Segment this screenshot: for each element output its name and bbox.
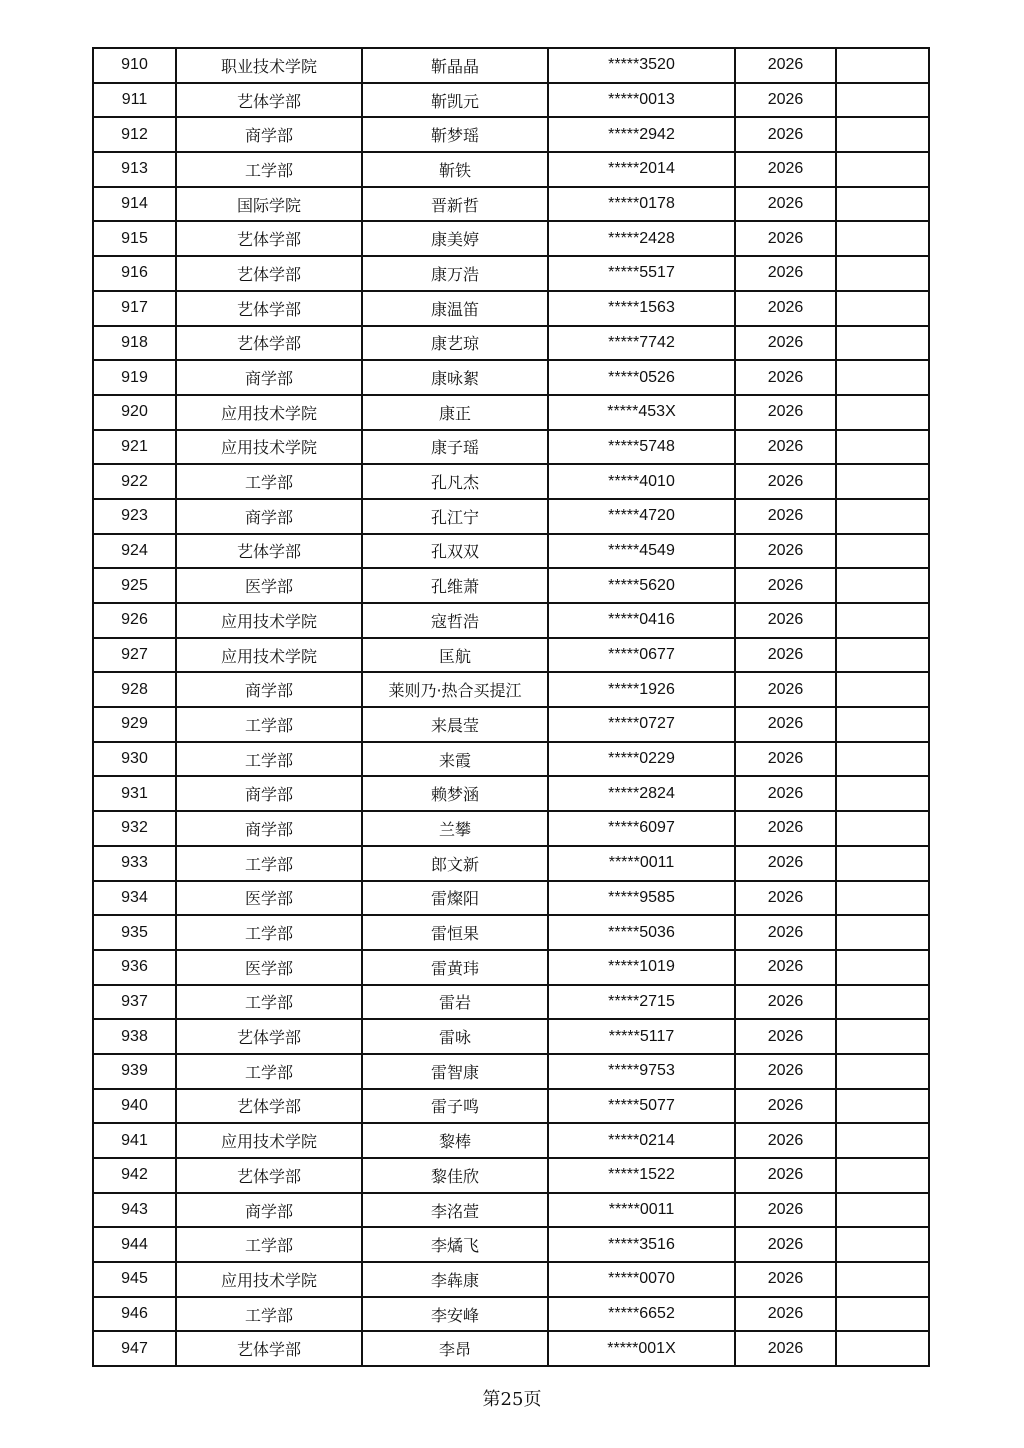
year-cell: 2026 (735, 83, 836, 118)
department-cell: 医学部 (176, 950, 362, 985)
row-number: 922 (93, 464, 176, 499)
department-cell: 应用技术学院 (176, 395, 362, 430)
masked-id-cell: *****0178 (548, 187, 735, 222)
remark-cell (836, 915, 929, 950)
row-number: 937 (93, 985, 176, 1020)
remark-cell (836, 221, 929, 256)
student-name-cell: 康温笛 (362, 291, 548, 326)
row-number: 946 (93, 1297, 176, 1332)
table-row (93, 1054, 929, 1089)
student-name-cell: 康艺琼 (362, 326, 548, 361)
row-number: 916 (93, 256, 176, 291)
year-cell: 2026 (735, 1227, 836, 1262)
remark-cell (836, 881, 929, 916)
student-name-cell: 李昂 (362, 1331, 548, 1366)
year-cell: 2026 (735, 256, 836, 291)
roster-body (93, 48, 929, 1366)
row-number: 944 (93, 1227, 176, 1262)
table-row (93, 915, 929, 950)
remark-cell (836, 811, 929, 846)
department-cell: 艺体学部 (176, 1089, 362, 1124)
table-row (93, 1297, 929, 1332)
row-number: 925 (93, 568, 176, 603)
masked-id-cell: *****0416 (548, 603, 735, 638)
remark-cell (836, 326, 929, 361)
masked-id-cell: *****6097 (548, 811, 735, 846)
table-row (93, 1262, 929, 1297)
year-cell: 2026 (735, 395, 836, 430)
year-cell: 2026 (735, 950, 836, 985)
remark-cell (836, 395, 929, 430)
year-cell: 2026 (735, 430, 836, 465)
department-cell: 商学部 (176, 776, 362, 811)
row-number: 927 (93, 638, 176, 673)
table-row (93, 1331, 929, 1366)
department-cell: 应用技术学院 (176, 638, 362, 673)
department-cell: 工学部 (176, 1297, 362, 1332)
student-name-cell: 康咏絮 (362, 360, 548, 395)
remark-cell (836, 638, 929, 673)
table-row (93, 1193, 929, 1228)
masked-id-cell: *****2715 (548, 985, 735, 1020)
year-cell: 2026 (735, 187, 836, 222)
department-cell: 艺体学部 (176, 326, 362, 361)
row-number: 940 (93, 1089, 176, 1124)
table-row (93, 291, 929, 326)
table-row (93, 256, 929, 291)
year-cell: 2026 (735, 1262, 836, 1297)
student-name-cell: 雷恒果 (362, 915, 548, 950)
year-cell: 2026 (735, 707, 836, 742)
department-cell: 艺体学部 (176, 1158, 362, 1193)
masked-id-cell: *****7742 (548, 326, 735, 361)
department-cell: 工学部 (176, 915, 362, 950)
masked-id-cell: *****0229 (548, 742, 735, 777)
table-row (93, 48, 929, 83)
table-row (93, 1123, 929, 1158)
table-row (93, 811, 929, 846)
student-name-cell: 李燏飞 (362, 1227, 548, 1262)
masked-id-cell: *****2014 (548, 152, 735, 187)
table-row (93, 846, 929, 881)
year-cell: 2026 (735, 603, 836, 638)
row-number: 934 (93, 881, 176, 916)
remark-cell (836, 568, 929, 603)
student-name-cell: 靳晶晶 (362, 48, 548, 83)
remark-cell (836, 1193, 929, 1228)
masked-id-cell: *****5117 (548, 1019, 735, 1054)
remark-cell (836, 1054, 929, 1089)
student-roster-table (92, 47, 930, 1367)
student-name-cell: 兰攀 (362, 811, 548, 846)
student-name-cell: 匡航 (362, 638, 548, 673)
table-row (93, 326, 929, 361)
row-number: 928 (93, 672, 176, 707)
student-name-cell: 来晨莹 (362, 707, 548, 742)
year-cell: 2026 (735, 221, 836, 256)
masked-id-cell: *****0013 (548, 83, 735, 118)
year-cell: 2026 (735, 291, 836, 326)
remark-cell (836, 430, 929, 465)
department-cell: 艺体学部 (176, 291, 362, 326)
department-cell: 商学部 (176, 360, 362, 395)
student-name-cell: 孔凡杰 (362, 464, 548, 499)
remark-cell (836, 1019, 929, 1054)
department-cell: 商学部 (176, 672, 362, 707)
student-name-cell: 雷咏 (362, 1019, 548, 1054)
remark-cell (836, 846, 929, 881)
student-name-cell: 雷黄玮 (362, 950, 548, 985)
masked-id-cell: *****4010 (548, 464, 735, 499)
remark-cell (836, 985, 929, 1020)
department-cell: 艺体学部 (176, 83, 362, 118)
masked-id-cell: *****453X (548, 395, 735, 430)
table-row (93, 776, 929, 811)
department-cell: 工学部 (176, 1227, 362, 1262)
student-name-cell: 黎棒 (362, 1123, 548, 1158)
student-name-cell: 雷智康 (362, 1054, 548, 1089)
masked-id-cell: *****2942 (548, 117, 735, 152)
year-cell: 2026 (735, 464, 836, 499)
remark-cell (836, 256, 929, 291)
year-cell: 2026 (735, 1123, 836, 1158)
remark-cell (836, 1297, 929, 1332)
row-number: 912 (93, 117, 176, 152)
masked-id-cell: *****0011 (548, 846, 735, 881)
row-number: 943 (93, 1193, 176, 1228)
remark-cell (836, 534, 929, 569)
row-number: 921 (93, 430, 176, 465)
remark-cell (836, 776, 929, 811)
year-cell: 2026 (735, 499, 836, 534)
year-cell: 2026 (735, 360, 836, 395)
table-row (93, 360, 929, 395)
page-number: 第25页 (482, 1389, 542, 1410)
row-number: 910 (93, 48, 176, 83)
table-row (93, 1019, 929, 1054)
remark-cell (836, 83, 929, 118)
remark-cell (836, 672, 929, 707)
masked-id-cell: *****5036 (548, 915, 735, 950)
year-cell: 2026 (735, 742, 836, 777)
student-name-cell: 康子瑶 (362, 430, 548, 465)
year-cell: 2026 (735, 915, 836, 950)
year-cell: 2026 (735, 568, 836, 603)
masked-id-cell: *****2428 (548, 221, 735, 256)
masked-id-cell: *****2824 (548, 776, 735, 811)
student-name-cell: 李犇康 (362, 1262, 548, 1297)
row-number: 932 (93, 811, 176, 846)
department-cell: 艺体学部 (176, 256, 362, 291)
row-number: 911 (93, 83, 176, 118)
department-cell: 商学部 (176, 499, 362, 534)
table-row (93, 568, 929, 603)
masked-id-cell: *****001X (548, 1331, 735, 1366)
row-number: 929 (93, 707, 176, 742)
remark-cell (836, 187, 929, 222)
department-cell: 工学部 (176, 1054, 362, 1089)
masked-id-cell: *****1019 (548, 950, 735, 985)
student-name-cell: 李洺萱 (362, 1193, 548, 1228)
row-number: 931 (93, 776, 176, 811)
department-cell: 艺体学部 (176, 221, 362, 256)
masked-id-cell: *****0727 (548, 707, 735, 742)
student-name-cell: 孔双双 (362, 534, 548, 569)
table-row (93, 83, 929, 118)
table-row (93, 1089, 929, 1124)
year-cell: 2026 (735, 117, 836, 152)
year-cell: 2026 (735, 672, 836, 707)
table-row (93, 187, 929, 222)
masked-id-cell: *****5077 (548, 1089, 735, 1124)
year-cell: 2026 (735, 985, 836, 1020)
remark-cell (836, 117, 929, 152)
department-cell: 医学部 (176, 568, 362, 603)
department-cell: 应用技术学院 (176, 430, 362, 465)
row-number: 942 (93, 1158, 176, 1193)
row-number: 914 (93, 187, 176, 222)
masked-id-cell: *****0677 (548, 638, 735, 673)
remark-cell (836, 48, 929, 83)
table-row (93, 395, 929, 430)
student-name-cell: 康正 (362, 395, 548, 430)
year-cell: 2026 (735, 1089, 836, 1124)
department-cell: 艺体学部 (176, 1019, 362, 1054)
row-number: 926 (93, 603, 176, 638)
masked-id-cell: *****5620 (548, 568, 735, 603)
student-name-cell: 郎文新 (362, 846, 548, 881)
table-row (93, 117, 929, 152)
department-cell: 国际学院 (176, 187, 362, 222)
student-name-cell: 雷燦阳 (362, 881, 548, 916)
row-number: 941 (93, 1123, 176, 1158)
row-number: 923 (93, 499, 176, 534)
department-cell: 工学部 (176, 985, 362, 1020)
year-cell: 2026 (735, 811, 836, 846)
masked-id-cell: *****9585 (548, 881, 735, 916)
department-cell: 艺体学部 (176, 1331, 362, 1366)
student-name-cell: 寇哲浩 (362, 603, 548, 638)
student-name-cell: 来霞 (362, 742, 548, 777)
department-cell: 艺体学部 (176, 534, 362, 569)
year-cell: 2026 (735, 534, 836, 569)
department-cell: 应用技术学院 (176, 1123, 362, 1158)
year-cell: 2026 (735, 776, 836, 811)
remark-cell (836, 603, 929, 638)
department-cell: 商学部 (176, 1193, 362, 1228)
remark-cell (836, 291, 929, 326)
department-cell: 商学部 (176, 117, 362, 152)
remark-cell (836, 1123, 929, 1158)
row-number: 935 (93, 915, 176, 950)
masked-id-cell: *****0070 (548, 1262, 735, 1297)
masked-id-cell: *****4549 (548, 534, 735, 569)
student-name-cell: 赖梦涵 (362, 776, 548, 811)
table-row (93, 1227, 929, 1262)
row-number: 924 (93, 534, 176, 569)
masked-id-cell: *****3520 (548, 48, 735, 83)
table-row (93, 430, 929, 465)
student-name-cell: 莱则乃·热合买提江 (362, 672, 548, 707)
table-row (93, 499, 929, 534)
department-cell: 职业技术学院 (176, 48, 362, 83)
table-row (93, 221, 929, 256)
table-row (93, 464, 929, 499)
remark-cell (836, 742, 929, 777)
masked-id-cell: *****6652 (548, 1297, 735, 1332)
student-name-cell: 雷岩 (362, 985, 548, 1020)
masked-id-cell: *****1522 (548, 1158, 735, 1193)
remark-cell (836, 1331, 929, 1366)
table-row (93, 985, 929, 1020)
table-row (93, 152, 929, 187)
student-name-cell: 孔江宁 (362, 499, 548, 534)
remark-cell (836, 152, 929, 187)
year-cell: 2026 (735, 881, 836, 916)
remark-cell (836, 1227, 929, 1262)
table-row (93, 638, 929, 673)
year-cell: 2026 (735, 1193, 836, 1228)
row-number: 936 (93, 950, 176, 985)
masked-id-cell: *****5748 (548, 430, 735, 465)
department-cell: 工学部 (176, 707, 362, 742)
year-cell: 2026 (735, 1297, 836, 1332)
row-number: 919 (93, 360, 176, 395)
year-cell: 2026 (735, 48, 836, 83)
student-name-cell: 康万浩 (362, 256, 548, 291)
student-name-cell: 靳凯元 (362, 83, 548, 118)
department-cell: 应用技术学院 (176, 1262, 362, 1297)
year-cell: 2026 (735, 1331, 836, 1366)
department-cell: 医学部 (176, 881, 362, 916)
year-cell: 2026 (735, 638, 836, 673)
remark-cell (836, 707, 929, 742)
remark-cell (836, 950, 929, 985)
row-number: 930 (93, 742, 176, 777)
masked-id-cell: *****4720 (548, 499, 735, 534)
year-cell: 2026 (735, 1019, 836, 1054)
year-cell: 2026 (735, 326, 836, 361)
year-cell: 2026 (735, 152, 836, 187)
remark-cell (836, 1089, 929, 1124)
student-name-cell: 康美婷 (362, 221, 548, 256)
student-name-cell: 孔维萧 (362, 568, 548, 603)
row-number: 915 (93, 221, 176, 256)
table-row (93, 1158, 929, 1193)
table-row (93, 672, 929, 707)
student-name-cell: 晋新哲 (362, 187, 548, 222)
table-row (93, 707, 929, 742)
row-number: 913 (93, 152, 176, 187)
student-name-cell: 靳铁 (362, 152, 548, 187)
student-name-cell: 雷子鸣 (362, 1089, 548, 1124)
masked-id-cell: *****1563 (548, 291, 735, 326)
department-cell: 商学部 (176, 811, 362, 846)
row-number: 947 (93, 1331, 176, 1366)
row-number: 945 (93, 1262, 176, 1297)
department-cell: 应用技术学院 (176, 603, 362, 638)
masked-id-cell: *****0011 (548, 1193, 735, 1228)
student-name-cell: 靳梦瑶 (362, 117, 548, 152)
table-row (93, 950, 929, 985)
department-cell: 工学部 (176, 464, 362, 499)
student-name-cell: 李安峰 (362, 1297, 548, 1332)
remark-cell (836, 1262, 929, 1297)
row-number: 933 (93, 846, 176, 881)
masked-id-cell: *****3516 (548, 1227, 735, 1262)
row-number: 918 (93, 326, 176, 361)
remark-cell (836, 464, 929, 499)
row-number: 939 (93, 1054, 176, 1089)
table-row (93, 534, 929, 569)
row-number: 920 (93, 395, 176, 430)
masked-id-cell: *****5517 (548, 256, 735, 291)
year-cell: 2026 (735, 1158, 836, 1193)
department-cell: 工学部 (176, 846, 362, 881)
table-row (93, 603, 929, 638)
masked-id-cell: *****0214 (548, 1123, 735, 1158)
remark-cell (836, 499, 929, 534)
masked-id-cell: *****9753 (548, 1054, 735, 1089)
remark-cell (836, 360, 929, 395)
department-cell: 工学部 (176, 742, 362, 777)
row-number: 938 (93, 1019, 176, 1054)
table-row (93, 742, 929, 777)
masked-id-cell: *****0526 (548, 360, 735, 395)
remark-cell (836, 1158, 929, 1193)
year-cell: 2026 (735, 846, 836, 881)
student-name-cell: 黎佳欣 (362, 1158, 548, 1193)
table-row (93, 881, 929, 916)
year-cell: 2026 (735, 1054, 836, 1089)
department-cell: 工学部 (176, 152, 362, 187)
masked-id-cell: *****1926 (548, 672, 735, 707)
row-number: 917 (93, 291, 176, 326)
